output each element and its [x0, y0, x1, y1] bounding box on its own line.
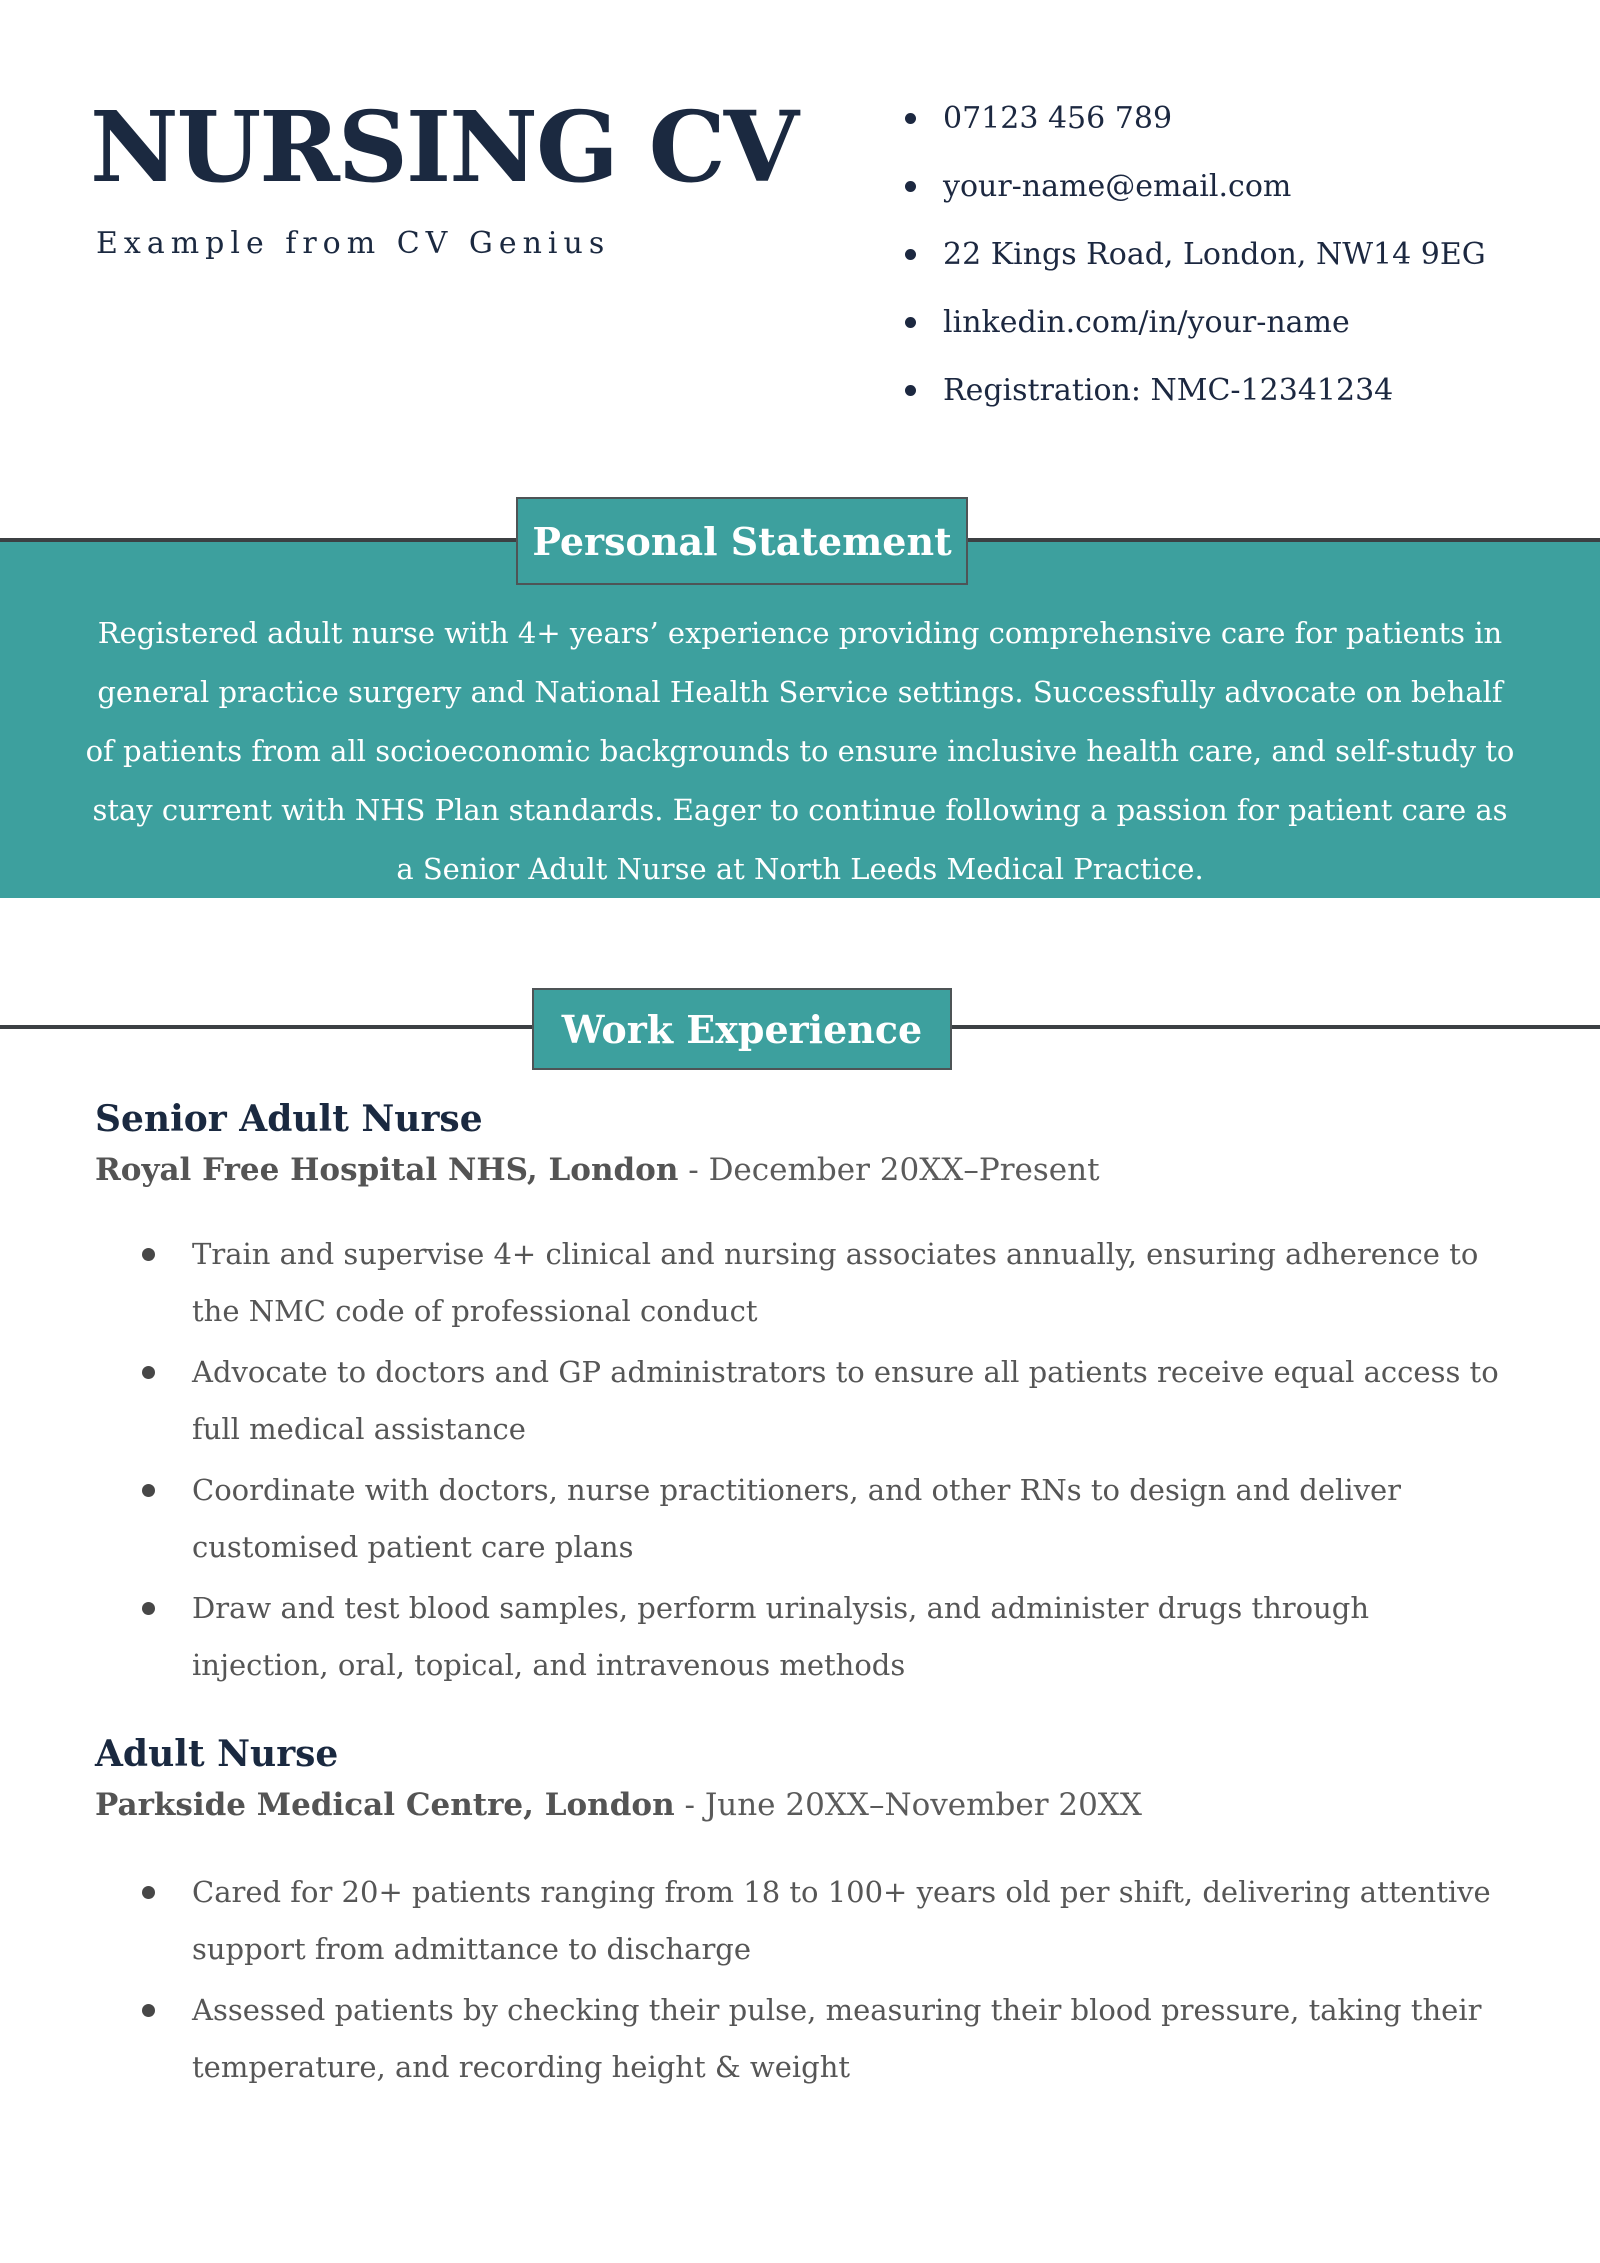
- bullet-icon: [142, 1886, 155, 1899]
- job-employer: Parkside Medical Centre, London: [95, 1787, 675, 1823]
- bullet-text: Train and supervise 4+ clinical and nursing associates annually, ensuring adherence to the NMC code of professional conduct: [192, 1237, 1479, 1328]
- contact-item-linkedin[interactable]: [905, 288, 1486, 356]
- bullet-icon: [142, 1484, 155, 1497]
- bullet-icon: [142, 1248, 155, 1261]
- bullet-text: Draw and test blood samples, perform urinalysis, and administer drugs through injection, oral, topical, and intravenous methods: [192, 1591, 1370, 1682]
- job-separator: -: [678, 1152, 709, 1188]
- bullet-icon: [905, 385, 916, 396]
- job-title-adult-nurse: Adult Nurse: [95, 1733, 339, 1775]
- bullet-item: [142, 1864, 1502, 1978]
- job-meta-adult-nurse: [95, 1785, 1142, 1825]
- bullet-icon: [905, 181, 916, 192]
- bullet-text: Assessed patients by checking their pulse, measuring their blood pressure, taking their temperature, and recording height & weight: [192, 1993, 1482, 2084]
- contact-registration-text: Registration: NMC-12341234: [943, 372, 1394, 408]
- contact-list: [905, 84, 1486, 424]
- contact-item-address: [905, 220, 1486, 288]
- personal-statement-text: Registered adult nurse with 4+ years’ experience providing comprehensive care for patients in general practice surgery and National Health Service settings. Successfully advocate on behalf of patients from all socioeconomic backgrounds to ensure inclusive health care, and self-study to stay current with NHS Plan standards. Eager to continue following a passion for patient care as a Senior Adult Nurse at North Leeds Medical Practice.: [85, 616, 1515, 886]
- work-experience-heading: [532, 988, 952, 1070]
- bullet-icon: [905, 113, 916, 124]
- personal-statement-heading: [516, 497, 968, 585]
- job-bullet-list-senior-adult-nurse: [142, 1226, 1502, 1698]
- bullet-icon: [142, 1602, 155, 1615]
- personal-statement-heading-label: Personal Statement: [532, 518, 952, 564]
- bullet-item: [142, 1580, 1502, 1694]
- bullet-text: Advocate to doctors and GP administrators to ensure all patients receive equal access to full medical assistance: [192, 1355, 1499, 1446]
- contact-address-text: 22 Kings Road, London, NW14 9EG: [943, 236, 1486, 272]
- bullet-icon: [142, 2004, 155, 2017]
- bullet-text: Cared for 20+ patients ranging from 18 to 100+ years old per shift, delivering attentive support from admittance to discharge: [192, 1875, 1491, 1966]
- page-title: NURSING CV: [90, 90, 798, 204]
- contact-item-email[interactable]: [905, 152, 1486, 220]
- bullet-text: Coordinate with doctors, nurse practitioners, and other RNs to design and deliver customised patient care plans: [192, 1473, 1401, 1564]
- page-subtitle: Example from CV Genius: [96, 226, 611, 261]
- bullet-icon: [905, 249, 916, 260]
- contact-email-text[interactable]: your-name@email.com: [943, 168, 1292, 204]
- bullet-icon: [142, 1366, 155, 1379]
- bullet-item: [142, 1344, 1502, 1458]
- bullet-item: [142, 1462, 1502, 1576]
- contact-item-phone: [905, 84, 1486, 152]
- job-title-senior-adult-nurse: Senior Adult Nurse: [95, 1098, 483, 1140]
- contact-phone-text: 07123 456 789: [943, 100, 1173, 136]
- job-meta-senior-adult-nurse: [95, 1150, 1100, 1190]
- bullet-item: [142, 1982, 1502, 2096]
- contact-item-registration: [905, 356, 1486, 424]
- job-dates: December 20XX–Present: [708, 1152, 1100, 1188]
- contact-linkedin-text[interactable]: linkedin.com/in/your-name: [943, 304, 1350, 340]
- job-dates: June 20XX–November 20XX: [704, 1787, 1142, 1823]
- bullet-item: [142, 1226, 1502, 1340]
- job-employer: Royal Free Hospital NHS, London: [95, 1152, 679, 1188]
- job-separator: -: [674, 1787, 705, 1823]
- bullet-icon: [905, 317, 916, 328]
- work-experience-heading-label: Work Experience: [561, 1006, 923, 1052]
- job-bullet-list-adult-nurse: [142, 1864, 1502, 2100]
